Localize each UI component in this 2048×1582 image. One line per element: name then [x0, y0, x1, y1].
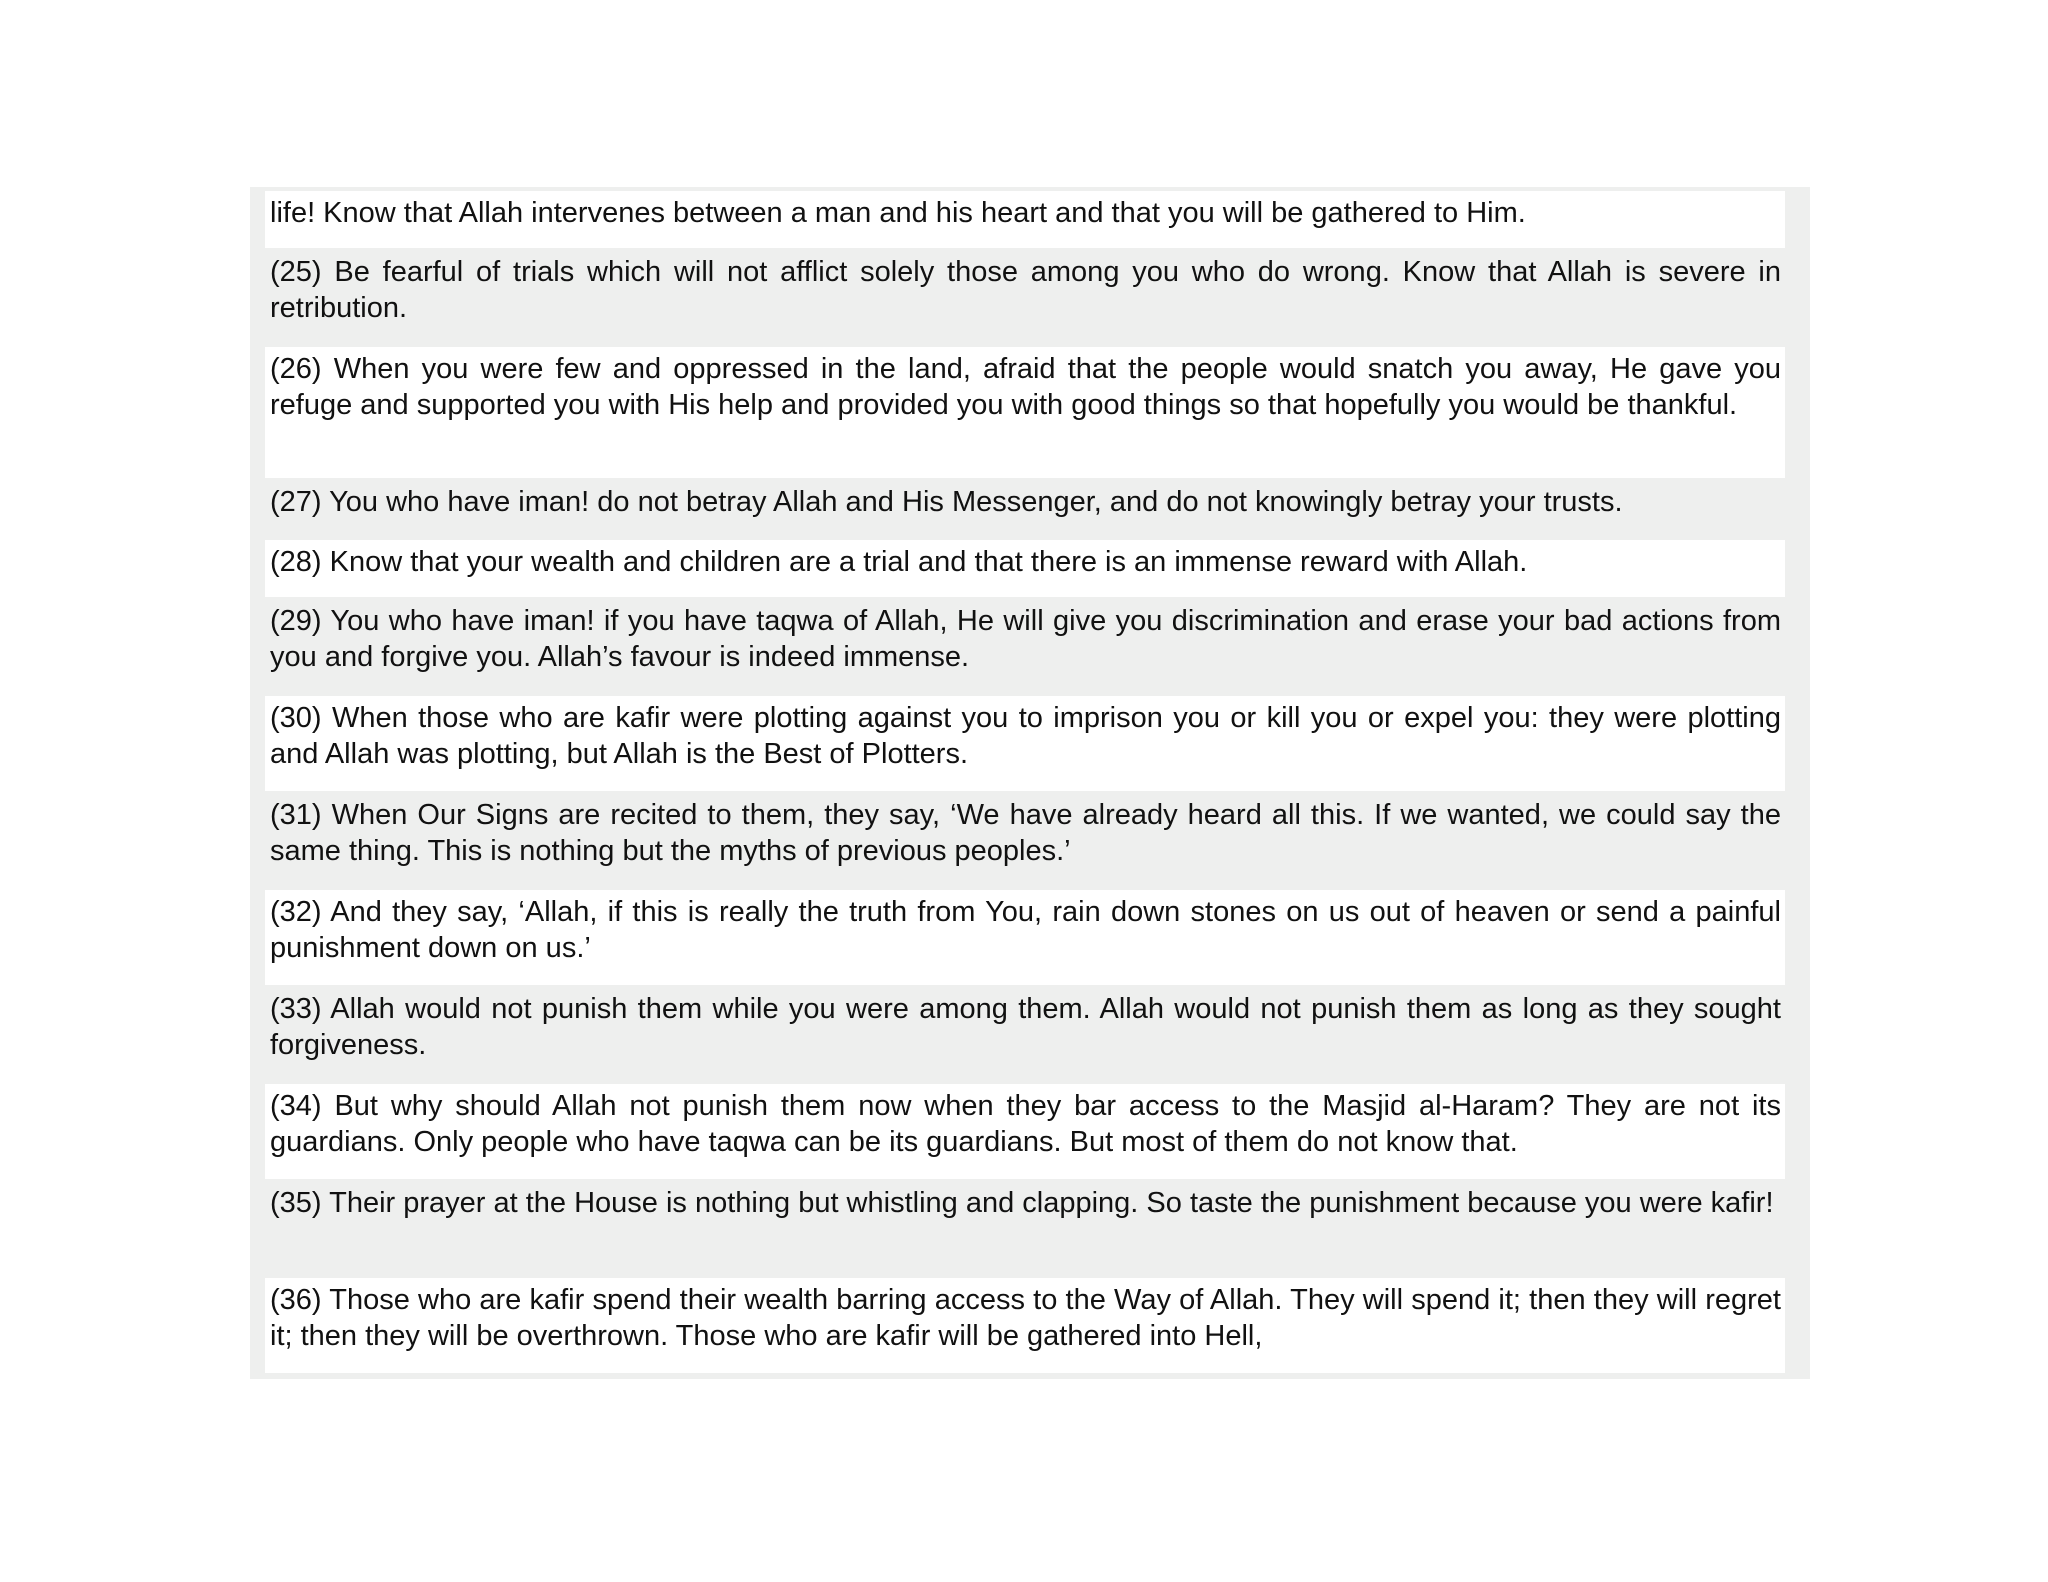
- verse-row: [265, 1278, 1785, 1373]
- verse-text: (31) When Our Signs are recited to them, they say, ‘We have already heard all this. If we wanted, we could say the same thing. This is nothing but the myths of previous peoples.’: [270, 799, 1781, 867]
- verse-row: [265, 696, 1785, 791]
- verse-text: (30) When those who are kafir were plotting against you to imprison you or kill you or expel you: they were plotting and Allah was plotting, but Allah is the Best of Plotters.: [270, 702, 1781, 770]
- verse-row: [265, 1084, 1785, 1179]
- verse-text: (29) You who have iman! if you have taqwa of Allah, He will give you discrimination and erase your bad actions from you and forgive you. Allah’s favour is indeed immense.: [270, 605, 1781, 673]
- verse-row: [265, 347, 1785, 478]
- verse-row: [265, 250, 1785, 345]
- verse-text: (32) And they say, ‘Allah, if this is really the truth from You, rain down stones on us out of heaven or send a painful punishment down on us.’: [270, 896, 1781, 964]
- verse-text: (26) When you were few and oppressed in the land, afraid that the people would snatch you away, He gave you refuge and supported you with His help and provided you with good things so that hopefully you would be thankful.: [270, 353, 1781, 421]
- verse-row: [265, 480, 1785, 537]
- verse-text: (27) You who have iman! do not betray Allah and His Messenger, and do not knowingly betray your trusts.: [270, 486, 1623, 518]
- verse-table: [250, 187, 1810, 1379]
- verse-text: (36) Those who are kafir spend their wealth barring access to the Way of Allah. They will spend it; then they will regret it; then they will be overthrown. Those who are kafir will be gathered into Hell,: [270, 1284, 1781, 1352]
- verse-row: [265, 793, 1785, 888]
- verse-row: [265, 1181, 1785, 1276]
- verse-row: [265, 599, 1785, 694]
- verse-row: [265, 890, 1785, 985]
- verse-text: (34) But why should Allah not punish them now when they bar access to the Masjid al-Haram? They are not its guardians. Only people who have taqwa can be its guardians. But most of them do not know that.: [270, 1090, 1781, 1158]
- verse-text: (28) Know that your wealth and children are a trial and that there is an immense reward with Allah.: [270, 546, 1528, 578]
- verse-row: [265, 987, 1785, 1082]
- verse-row: [265, 191, 1785, 248]
- verse-row: [265, 540, 1785, 597]
- verse-text: (35) Their prayer at the House is nothing but whistling and clapping. So taste the punishment because you were kafir!: [270, 1187, 1774, 1219]
- verse-text: (33) Allah would not punish them while you were among them. Allah would not punish them as long as they sought forgiveness.: [270, 993, 1781, 1061]
- verse-text: (25) Be fearful of trials which will not afflict solely those among you who do wrong. Know that Allah is severe in retribution.: [270, 256, 1781, 324]
- verse-text: life! Know that Allah intervenes between a man and his heart and that you will be gathered to Him.: [270, 197, 1526, 229]
